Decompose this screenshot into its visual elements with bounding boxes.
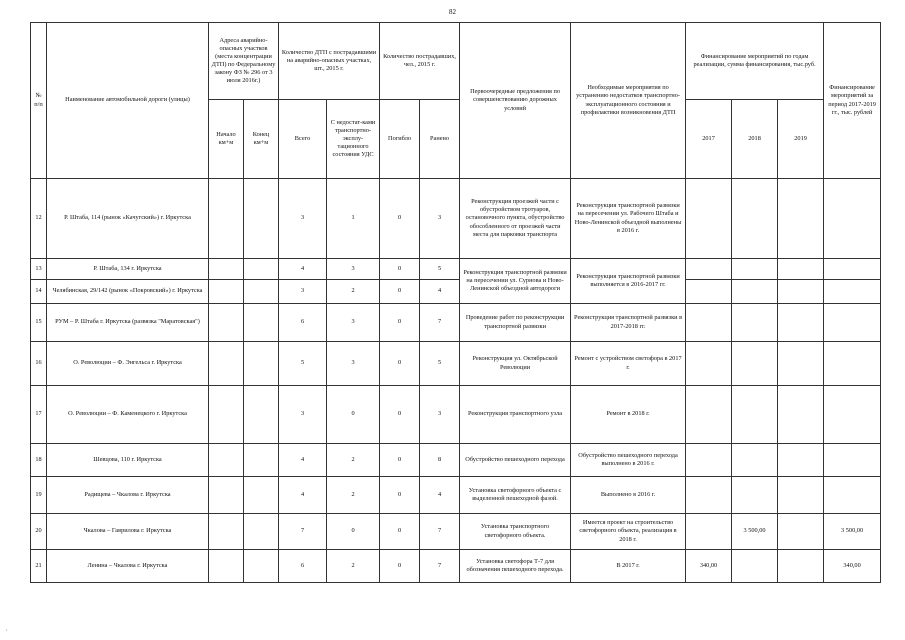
- row-sum: [824, 179, 881, 259]
- row-injured: 7: [420, 304, 460, 342]
- row-2017: [686, 514, 732, 550]
- row-end: [244, 259, 279, 280]
- row-defects: 3: [327, 342, 380, 386]
- row-measure: Реконструкция транспортной развязки в 2017-2018 гг.: [571, 304, 686, 342]
- table-row: [31, 179, 881, 259]
- row-defects: 0: [327, 514, 380, 550]
- row-start: [209, 550, 244, 583]
- header-dtp-count: Количество ДТП с пострадавшими на аварийно-опасных участках, шт., 2015 г.: [279, 23, 380, 100]
- table-row: [31, 444, 881, 477]
- row-road: Р. Штаба, 134 г. Иркутска: [47, 259, 209, 280]
- row-num: 14: [31, 280, 47, 304]
- row-end: [244, 342, 279, 386]
- row-defects: 2: [327, 280, 380, 304]
- row-proposal: Реконструкция ул. Октябрьской Революции: [460, 342, 571, 386]
- row-end: [244, 550, 279, 583]
- row-injured: 4: [420, 280, 460, 304]
- row-start: [209, 444, 244, 477]
- row-end: [244, 304, 279, 342]
- row-road: Р. Штаба, 114 (рынок «Качугский») г. Иркутска: [47, 179, 209, 259]
- header-financing-total: Финансирование мероприятий за период 2017-2019 гг., тыс. рублей: [824, 23, 881, 179]
- row-killed: 0: [380, 280, 420, 304]
- row-total: 3: [279, 179, 327, 259]
- header-start-km: Начало км+м: [209, 100, 244, 179]
- row-injured: 5: [420, 259, 460, 280]
- header-year-2019: 2019: [778, 100, 824, 179]
- row-2019: [778, 259, 824, 280]
- row-2018: [732, 550, 778, 583]
- row-sum: [824, 444, 881, 477]
- row-num: 12: [31, 179, 47, 259]
- row-total: 5: [279, 342, 327, 386]
- row-start: [209, 304, 244, 342]
- row-measure: Ремонт с устройством светофора в 2017 г.: [571, 342, 686, 386]
- row-2017: [686, 386, 732, 444]
- row-total: 3: [279, 386, 327, 444]
- row-sum: 340,00: [824, 550, 881, 583]
- row-killed: 0: [380, 386, 420, 444]
- row-sum: [824, 386, 881, 444]
- row-start: [209, 280, 244, 304]
- row-injured: 7: [420, 514, 460, 550]
- row-total: 6: [279, 304, 327, 342]
- header-injured: Ранено: [420, 100, 460, 179]
- table-row: [31, 259, 881, 280]
- row-end: [244, 477, 279, 514]
- row-sum: [824, 342, 881, 386]
- header-victims: Количество пострадавших, чел., 2015 г.: [380, 23, 460, 100]
- row-2018: [732, 386, 778, 444]
- row-total: 4: [279, 477, 327, 514]
- row-proposal: Реконструкция проезжей части с обустройством тротуаров, остановочного пункта, обустройство обособленного от проезжей части места для парковки транспорта: [460, 179, 571, 259]
- row-num: 21: [31, 550, 47, 583]
- row-end: [244, 280, 279, 304]
- row-2018: 3 500,00: [732, 514, 778, 550]
- row-proposal: Установка светофора Т-7 для обозначения пешеходного перехода.: [460, 550, 571, 583]
- row-defects: 1: [327, 179, 380, 259]
- row-total: 4: [279, 259, 327, 280]
- row-defects: 2: [327, 550, 380, 583]
- row-2018: [732, 342, 778, 386]
- row-num: 13: [31, 259, 47, 280]
- row-2017: [686, 280, 732, 304]
- row-2018: [732, 477, 778, 514]
- row-road: Ленина – Чкалова г. Иркутска: [47, 550, 209, 583]
- header-year-2017: 2017: [686, 100, 732, 179]
- row-measure: Реконструкция транспортной развязки выполняется в 2016-2017 гг.: [571, 259, 686, 304]
- row-end: [244, 179, 279, 259]
- row-2017: [686, 342, 732, 386]
- row-2017: [686, 477, 732, 514]
- row-injured: 7: [420, 550, 460, 583]
- row-defects: 3: [327, 259, 380, 280]
- row-2018: [732, 444, 778, 477]
- header-addresses: Адреса аварийно-опасных участков (места концентрации ДТП) по Федеральному закону ФЗ № 296 от 3 июля 2016г.): [209, 23, 279, 100]
- row-sum: 3 500,00: [824, 514, 881, 550]
- table-body: [31, 179, 881, 583]
- row-proposal: Проведение работ по реконструкции транспортной развязки: [460, 304, 571, 342]
- row-2019: [778, 477, 824, 514]
- row-proposal: Установка транспортного светофорного объекта.: [460, 514, 571, 550]
- row-killed: 0: [380, 550, 420, 583]
- row-2017: 340,00: [686, 550, 732, 583]
- row-killed: 0: [380, 304, 420, 342]
- row-measure: Обустройство пешеходного перехода выполнено в 2016 г.: [571, 444, 686, 477]
- row-defects: 3: [327, 304, 380, 342]
- row-2019: [778, 179, 824, 259]
- dtp-registry-table: [30, 22, 881, 583]
- header-dtp-defects: С недостат-ками транспортно-эксплу-тационного состояния УДС: [327, 100, 380, 179]
- row-road: Чкалова – Гаврилова г. Иркутска: [47, 514, 209, 550]
- row-defects: 2: [327, 477, 380, 514]
- row-num: 20: [31, 514, 47, 550]
- row-measure: Реконструкция транспортной развязки на пересечении ул. Рабочего Штаба и Ново-Ленинской объездной выполнены в 2016 г.: [571, 179, 686, 259]
- row-2018: [732, 280, 778, 304]
- header-road-name: Наименование автомобильной дороги (улицы): [47, 23, 209, 179]
- row-killed: 0: [380, 179, 420, 259]
- header-dtp-total: Всего: [279, 100, 327, 179]
- row-proposal: Установка светофорного объекта с выделенной пешеходной фазой.: [460, 477, 571, 514]
- row-road: РУМ – Р. Штаба г. Иркутска (развязка "Маратовская"): [47, 304, 209, 342]
- header-proposals: Первоочередные предложения по совершенствованию дорожных условий: [460, 23, 571, 179]
- row-sum: [824, 477, 881, 514]
- header-financing: Финансирование мероприятий по годам реализации, сумма финансирования, тыс.руб.: [686, 23, 824, 100]
- row-start: [209, 259, 244, 280]
- row-2017: [686, 259, 732, 280]
- row-sum: [824, 280, 881, 304]
- row-start: [209, 514, 244, 550]
- row-defects: 2: [327, 444, 380, 477]
- row-killed: 0: [380, 259, 420, 280]
- row-end: [244, 444, 279, 477]
- row-measure: Выполнено в 2016 г.: [571, 477, 686, 514]
- table-row: [31, 550, 881, 583]
- row-injured: 3: [420, 386, 460, 444]
- row-measure: В 2017 г.: [571, 550, 686, 583]
- row-road: Радищева – Чкалова г. Иркутска: [47, 477, 209, 514]
- row-killed: 0: [380, 477, 420, 514]
- row-num: 17: [31, 386, 47, 444]
- row-proposal: Обустройство пешеходного перехода: [460, 444, 571, 477]
- row-killed: 0: [380, 514, 420, 550]
- row-total: 7: [279, 514, 327, 550]
- header-end-km: Конец км+м: [244, 100, 279, 179]
- header-num: № п/п: [31, 23, 47, 179]
- row-sum: [824, 304, 881, 342]
- row-num: 19: [31, 477, 47, 514]
- table-row: [31, 342, 881, 386]
- scan-mark: ′: [6, 630, 8, 635]
- row-road: О. Революции – Ф. Каменецкого г. Иркутска: [47, 386, 209, 444]
- row-measure: Имеется проект на строительство светофорного объекта, реализация в 2018 г.: [571, 514, 686, 550]
- row-injured: 4: [420, 477, 460, 514]
- header-measures: Необходимые мероприятия по устранению недостатков транспортно-эксплуатационного состояния и профилактики возникновения ДТП: [571, 23, 686, 179]
- row-road: Шевцова, 110 г. Иркутска: [47, 444, 209, 477]
- page-number: 82: [449, 8, 456, 16]
- row-2018: [732, 304, 778, 342]
- row-start: [209, 386, 244, 444]
- row-2019: [778, 304, 824, 342]
- row-total: 4: [279, 444, 327, 477]
- row-num: 18: [31, 444, 47, 477]
- table-row: [31, 280, 881, 304]
- row-killed: 0: [380, 444, 420, 477]
- row-start: [209, 179, 244, 259]
- row-num: 15: [31, 304, 47, 342]
- row-measure: Ремонт в 2018 г.: [571, 386, 686, 444]
- row-2017: [686, 179, 732, 259]
- row-2019: [778, 386, 824, 444]
- row-2018: [732, 179, 778, 259]
- row-injured: 3: [420, 179, 460, 259]
- row-injured: 8: [420, 444, 460, 477]
- table-row: [31, 304, 881, 342]
- row-proposal: Реконструкция транспортной развязки на пересечении ул. Сурнова и Ново-Ленинской объездной автодороги: [460, 259, 571, 304]
- row-2017: [686, 444, 732, 477]
- table-row: [31, 477, 881, 514]
- row-total: 6: [279, 550, 327, 583]
- row-road: О. Революции – Ф. Энгельса г. Иркутска: [47, 342, 209, 386]
- row-2019: [778, 444, 824, 477]
- row-total: 3: [279, 280, 327, 304]
- row-2019: [778, 280, 824, 304]
- row-2018: [732, 259, 778, 280]
- row-2019: [778, 514, 824, 550]
- row-road: Челябинская, 29/142 (рынок «Покровский») г. Иркутска: [47, 280, 209, 304]
- row-2017: [686, 304, 732, 342]
- row-proposal: Реконструкция транспортного узла: [460, 386, 571, 444]
- row-num: 16: [31, 342, 47, 386]
- row-2019: [778, 550, 824, 583]
- row-defects: 0: [327, 386, 380, 444]
- row-injured: 5: [420, 342, 460, 386]
- table-row: [31, 514, 881, 550]
- row-2019: [778, 342, 824, 386]
- row-sum: [824, 259, 881, 280]
- table-row: [31, 386, 881, 444]
- header-year-2018: 2018: [732, 100, 778, 179]
- header-killed: Погибло: [380, 100, 420, 179]
- row-start: [209, 477, 244, 514]
- row-end: [244, 386, 279, 444]
- row-start: [209, 342, 244, 386]
- row-end: [244, 514, 279, 550]
- row-killed: 0: [380, 342, 420, 386]
